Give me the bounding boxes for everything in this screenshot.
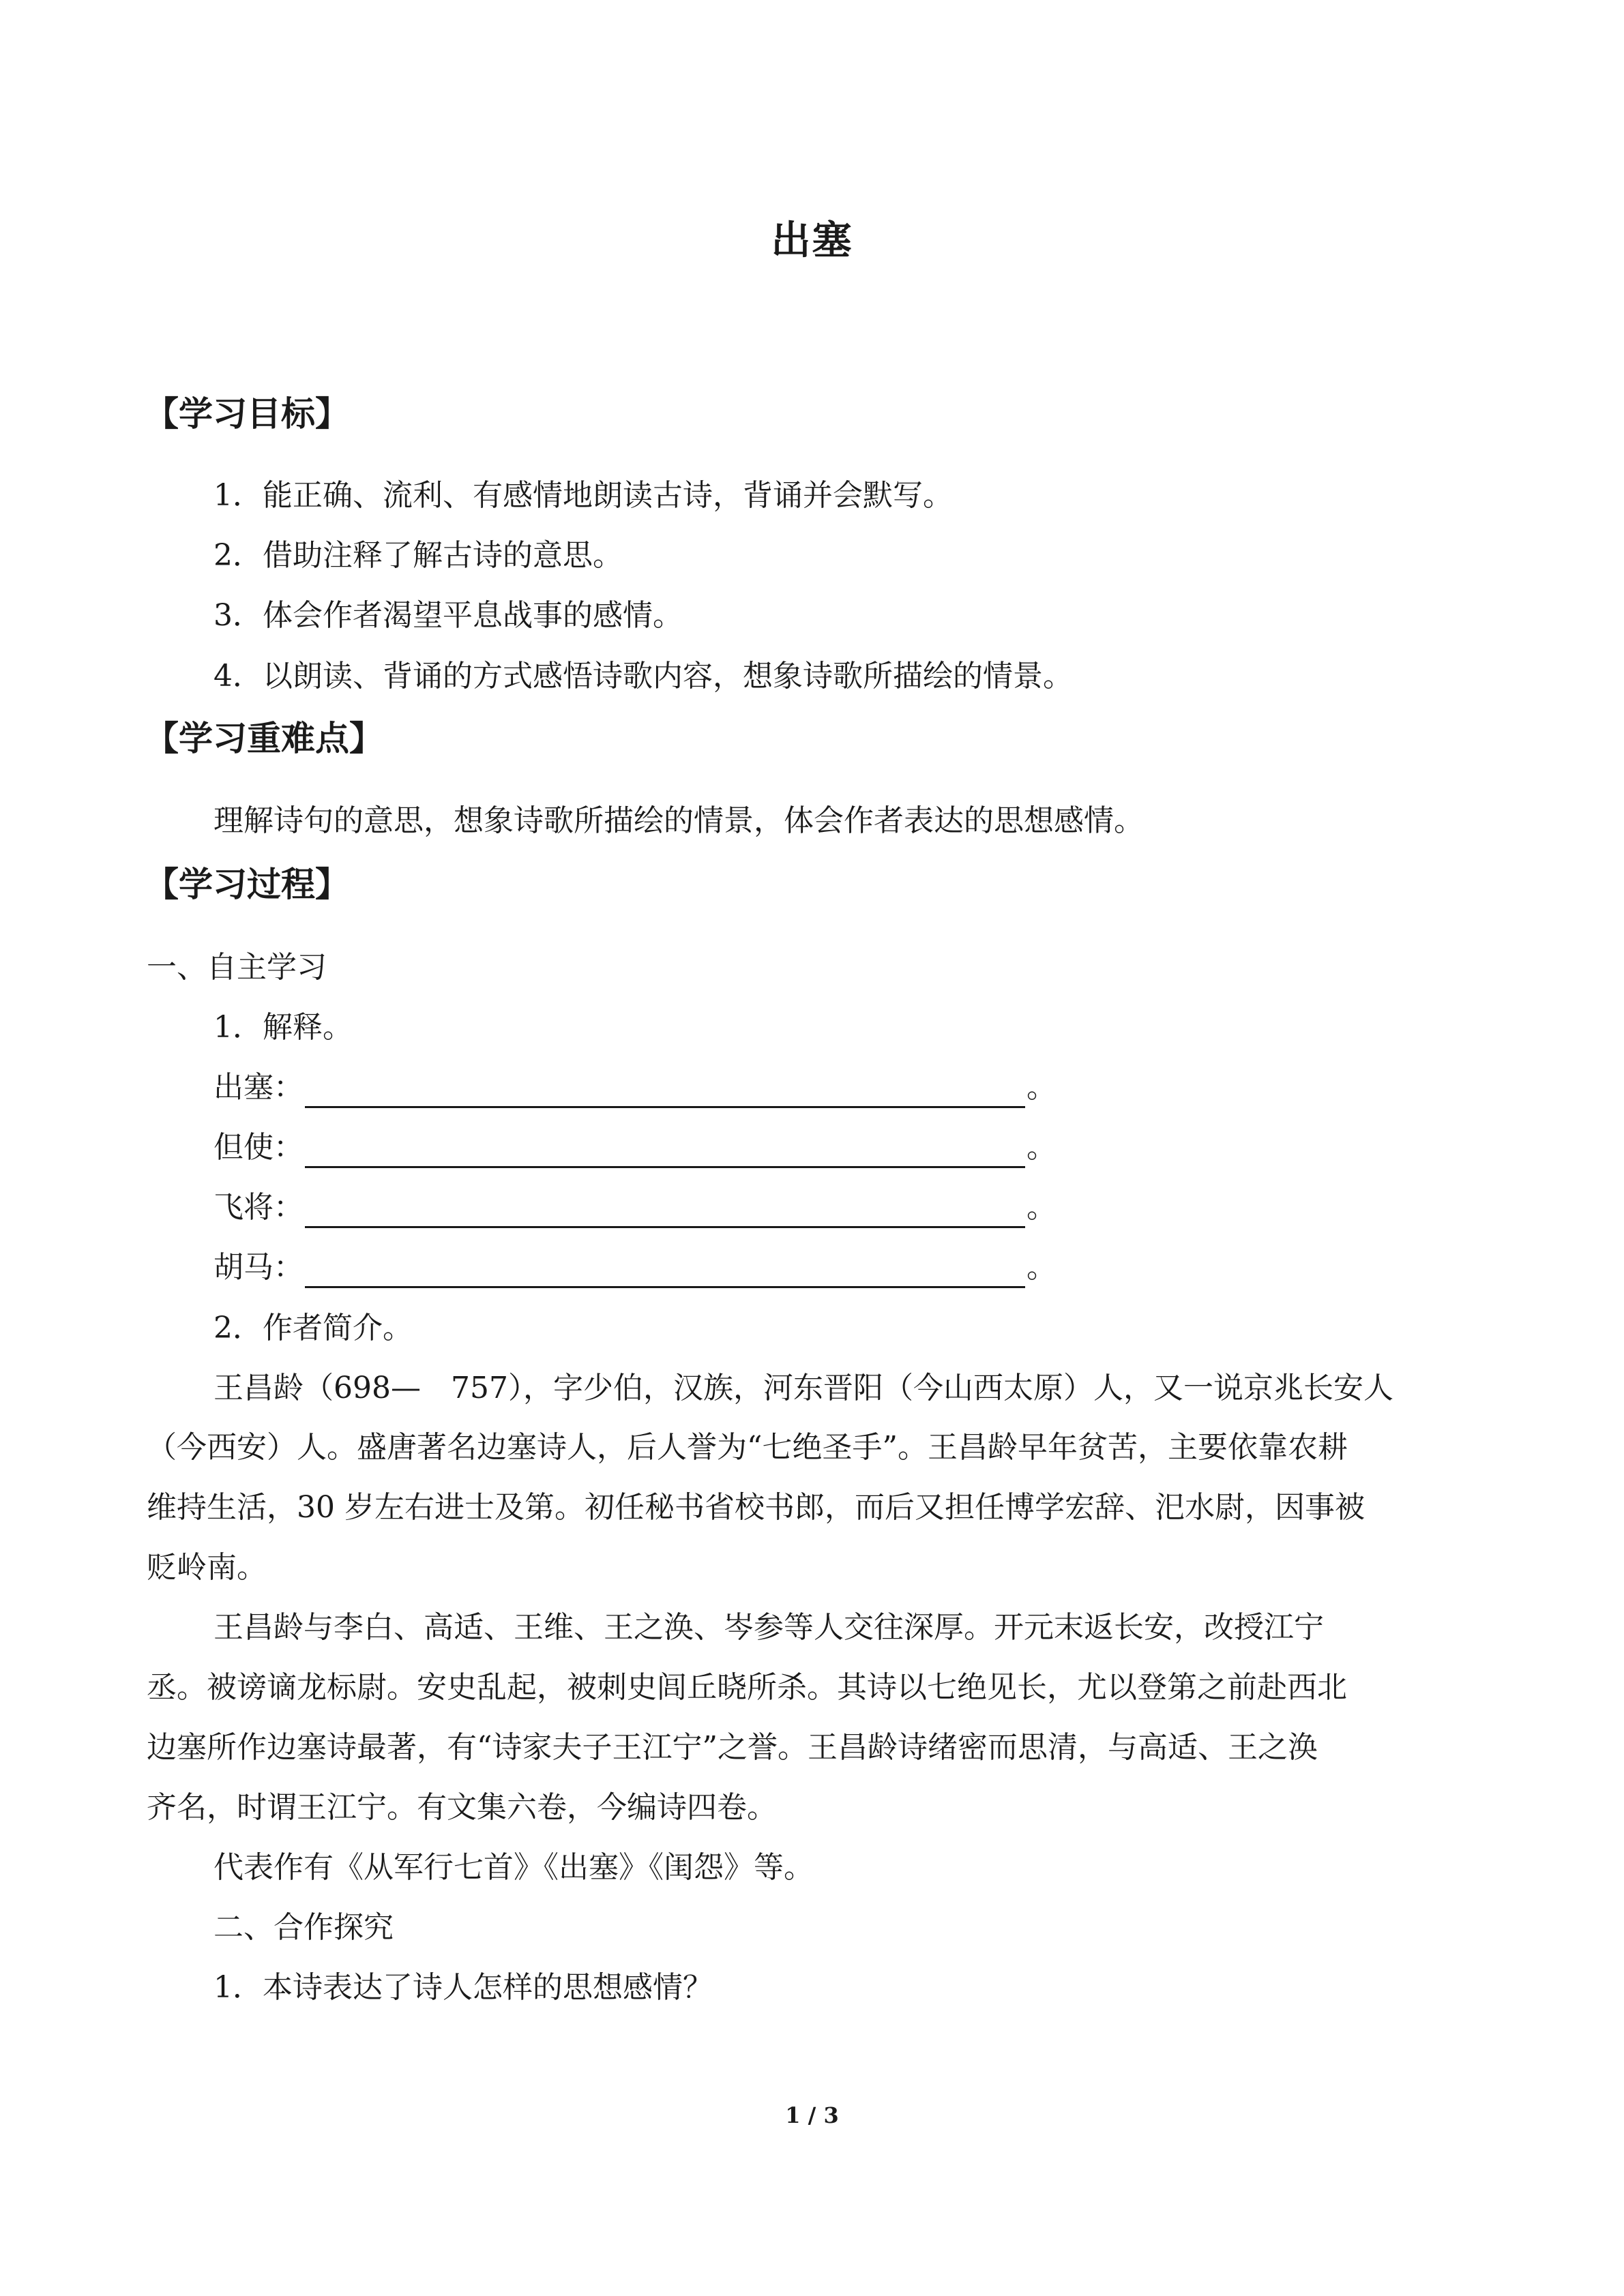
term-end-mark: 。 — [1027, 1190, 1057, 1225]
self-study-heading: 一、自主学习 — [147, 950, 327, 985]
answer-blank[interactable] — [305, 1076, 1025, 1108]
goal-item: 4．以朗读、背诵的方式感悟诗歌内容，想象诗歌所描绘的情景。 — [213, 659, 1073, 694]
term-end-mark: 。 — [1027, 1250, 1057, 1285]
answer-blank[interactable] — [305, 1136, 1025, 1168]
answer-blank[interactable] — [305, 1196, 1025, 1228]
author-label: 2．作者简介。 — [213, 1311, 413, 1345]
author-paragraph-line: 丞。被谤谪龙标尉。安史乱起，被刺史闾丘晓所杀。其诗以七绝见长，尤以登第之前赴西北 — [147, 1670, 1347, 1705]
goal-item: 2．借助注释了解古诗的意思。 — [213, 538, 623, 573]
author-paragraph-line: 王昌龄（698— 757），字少伯，汉族，河东晋阳（今山西太原）人，又一说京兆长安人 — [213, 1371, 1393, 1405]
term-row-huma — [213, 1247, 1057, 1288]
explain-label: 1．解释。 — [213, 1010, 353, 1045]
term-row-chusai — [213, 1067, 1057, 1108]
cooperation-heading: 二、合作探究 — [213, 1910, 394, 1945]
author-paragraph-line: 维持生活，30 岁左右进士及第。初任秘书省校书郎，而后又担任博学宏辞、汜水尉，因事被 — [147, 1490, 1365, 1525]
term-label: 飞将： — [213, 1190, 304, 1225]
author-paragraph-line: （今西安）人。盛唐著名边塞诗人，后人誉为“七绝圣手”。王昌龄早年贫苦，主要依靠农耕 — [147, 1430, 1348, 1465]
term-end-mark: 。 — [1027, 1070, 1057, 1105]
page-title: 出塞 — [771, 217, 853, 263]
author-paragraph-line: 齐名，时谓王江宁。有文集六卷，今编诗四卷。 — [147, 1790, 777, 1825]
page-number: 1 / 3 — [785, 2102, 839, 2128]
question-1: 1．本诗表达了诗人怎样的思想感情？ — [213, 1970, 713, 2005]
keypoints-heading: 【学习重难点】 — [145, 719, 383, 758]
term-row-danshi — [213, 1127, 1057, 1168]
author-paragraph-line: 边塞所作边塞诗最著，有“诗家夫子王江宁”之誉。王昌龄诗绪密而思清，与高适、王之涣 — [147, 1730, 1318, 1765]
answer-blank[interactable] — [305, 1256, 1025, 1288]
term-row-feijiang — [213, 1187, 1057, 1228]
goal-item: 1．能正确、流利、有感情地朗读古诗，背诵并会默写。 — [213, 478, 953, 513]
term-label: 胡马： — [213, 1250, 304, 1285]
term-label: 但使： — [213, 1130, 304, 1165]
representative-works: 代表作有《从军行七首》《出塞》《闺怨》等。 — [213, 1850, 814, 1885]
author-paragraph-line: 贬岭南。 — [147, 1550, 267, 1585]
goal-item: 3．体会作者渴望平息战事的感情。 — [213, 598, 683, 633]
goals-heading: 【学习目标】 — [145, 394, 349, 434]
author-paragraph-line: 王昌龄与李白、高适、王维、王之涣、岑参等人交往深厚。开元末返长安，改授江宁 — [213, 1610, 1324, 1645]
term-label: 出塞： — [213, 1070, 304, 1105]
term-end-mark: 。 — [1027, 1130, 1057, 1165]
process-heading: 【学习过程】 — [145, 865, 349, 904]
keypoints-text: 理解诗句的意思，想象诗歌所描绘的情景，体会作者表达的思想感情。 — [213, 803, 1144, 838]
